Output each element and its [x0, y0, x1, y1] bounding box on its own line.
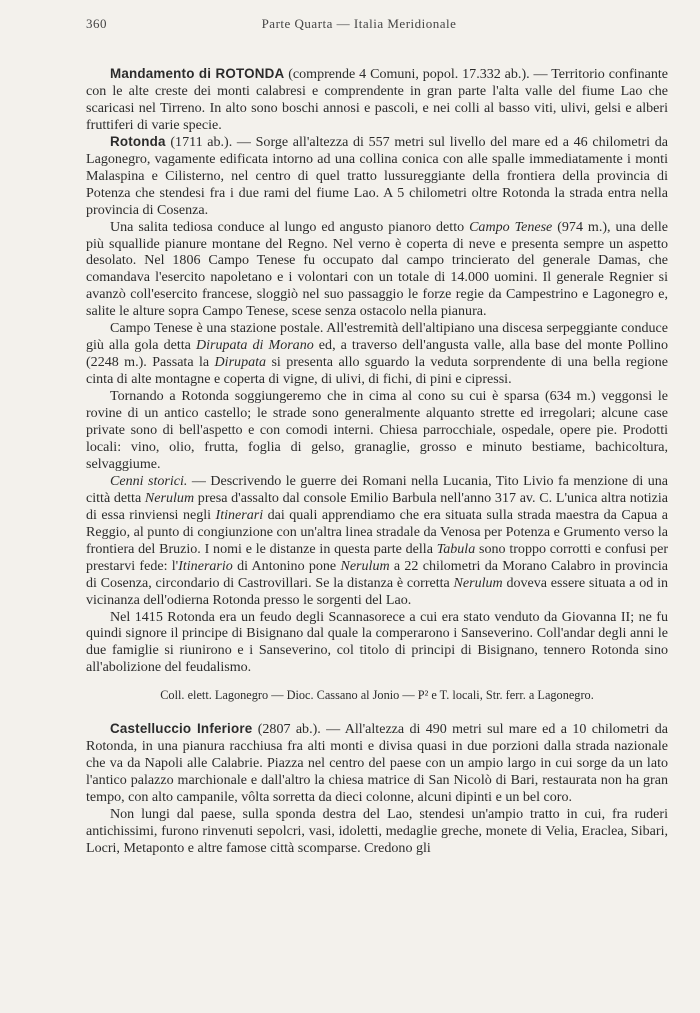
paragraph-non-lungi [86, 806, 668, 857]
italic-run: Nerulum [340, 557, 390, 574]
italic-run: Nerulum [144, 489, 195, 506]
paragraph-text: Tornando a Rotonda soggiungeremo che in cima al cono su cui è sparsa (634 m.) veggonsi le rovine di un antico castello; le strade sono generalmente alquanto strette ed irregolari; alcune case private sono di bell'aspetto e con comodi interni. Chiesa parrocchiale, ospedale, opere pie. Prodotti locali: vino, olio, frutta, foglia di gelso, granaglie, grosso e minuto bestiame, bachicoltura, selvaggiume. [86, 388, 668, 472]
paragraph-stazione-postale [86, 320, 668, 388]
text-run: ed, a traverso dell'angusta valle, alla base del monte Pollino (2248 m.). Passata la [86, 337, 668, 371]
text-run: di Antonino pone [232, 557, 341, 574]
running-head: Parte Quarta — Italia Meridionale [261, 16, 457, 31]
text-run: si presenta allo sguardo la veduta sorprendente di una bella regione cinta di alte montagne e coperta di vigne, di ulivi, di fichi, di pini e cipressi. [86, 354, 668, 388]
italic-run: Cenni storici. [110, 472, 188, 489]
paragraph-text: (2807 ab.). — All'altezza di 490 metri sul mare ed a 10 chilometri da Rotonda, in una pianura racchiusa fra alti monti e divisa quasi in due porzioni dalla strada nazionale che va da Napoli alle Calabrie. Piazza nel centro del paese con un ampio largo in cui sorge da un lato l'antico palazzo marchionale e dall'altro la chiesa matrice di San Nicolò di Bari, restaurata non ha gran tempo, con alto campanile, vôlta sorretta da dieci colonne, alcuni dipinti e un bel coro. [86, 721, 668, 806]
text-run: a 22 chilometri da Morano Calabro in provincia di Cosenza, circondario di Castrovillari. Se la distanza è corretta [86, 557, 668, 591]
paragraph-tornando [86, 388, 668, 473]
administrative-note: Coll. elett. Lagonegro — Dioc. Cassano al Jonio — P² e T. locali, Str. ferr. a Lagonegro. [160, 688, 594, 703]
entry-heading: Rotonda [110, 133, 166, 149]
italic-run: Dirupata [214, 354, 267, 371]
paragraph-campo-tenese [86, 219, 668, 321]
paragraph-mandamento [86, 66, 668, 134]
page-header [76, 8, 642, 36]
italic-run: Itinerari [215, 506, 264, 523]
text-run: doveva essere situata a od in vicinanza dell'odierna Rotonda presso le sorgenti del Lao. [86, 574, 668, 608]
text-run: — Descrivendo le guerre dei Romani nella Lucania, Tito Livio fa menzione di una città detta [86, 472, 668, 506]
italic-run: Dirupata di Morano [195, 337, 314, 354]
text-run: dai quali apprendiamo che era situata sulla strada maestra da Capua a Reggio, al punto di congiunzione con un'altra linea stradale da Venosa per Potenza e Grumento verso la frontiera del Bruzio. I nomi e le distanze in questa parte della [86, 506, 668, 557]
text-run: Una salita tediosa conduce al lungo ed angusto pianoro detto [110, 218, 470, 235]
paragraph-rotonda [86, 134, 668, 219]
paragraph-cenni-storici [86, 473, 668, 609]
italic-run: Itinerario [178, 557, 233, 574]
italic-run: Nerulum [453, 574, 503, 591]
paragraph-castelluccio [86, 721, 668, 806]
paragraph-text: Non lungi dal paese, sulla sponda destra del Lao, stendesi un'ampio tratto in cui, fra ruderi antichissimi, furono rinvenuti sepolcri, vasi, idoletti, medaglie greche, monete di Velia, Eraclea, Sibari, Locri, Metaponto e altre famose città scomparse. Credono gli [86, 806, 668, 856]
italic-run: Tabula [436, 540, 476, 557]
paragraph-feudo [86, 609, 668, 677]
italic-run: Campo Tenese [469, 218, 553, 235]
paragraph-text: Nel 1415 Rotonda era un feudo degli Scannasorece a cui era stato venduto da Giovanna II; ne fu quindi signore il principe di Bisignano dal quale la comperarono i Sanseverino. Coll'andar degli anni le due famiglie si riunirono e i Sanseverino, col titolo di principi di Bisignano, tennero Rotonda sino all'abolizione del feudalismo. [86, 608, 668, 676]
entry-heading: Mandamento di ROTONDA [110, 66, 285, 81]
entry-heading: Castelluccio Inferiore [110, 721, 253, 737]
text-run: Campo Tenese è una stazione postale. All'estremità dell'altipiano una discesa serpeggiante conduce giù alla gola detta [86, 320, 668, 354]
paragraph-text: (comprende 4 Comuni, popol. 17.332 ab.). — Territorio confinante con le alte creste dei monti calabresi e comprendente in gran parte l'alta valle del fiume Lao che scaricasi nel Tirreno. In alto sono boschi annosi e pascoli, e nei colli al basso viti, ulivi, gelsi e alberi fruttiferi di varie specie. [86, 66, 668, 133]
text-run: presa d'assalto dal console Emilio Barbula nell'anno 317 av. C. L'unica altra notizia di essa rinviensi negli [86, 489, 669, 523]
text-run: sono troppo corrotti e confusi per prestarvi fede: l' [86, 540, 668, 574]
body-text [86, 66, 668, 857]
text-run: (974 m.), una delle più squallide pianure montane del Regno. Nel verno è coperta di neve e presenta sempre un aspetto desolato. Nel 1806 Campo Tenese fu occupato dal campo trincierato del generale Damas, che comandava l'esercito napoletano e i volontari con un totale di 14.000 uomini. Il generale Regnier si avanzò coll'esercito francese, sloggiò nel suo passaggio le forze regie da Campestrino e Lagonegro e, salite le alture sopra Campo Tenese, scese senza ostacolo nella pianura. [86, 218, 668, 320]
paragraph-text: (1711 ab.). — Sorge all'altezza di 557 metri sul livello del mare ed a 46 chilometri da Lagonegro, vagamente edificata intorno ad una collina conica con alle spalle immediatamente i monti Malaspina e Cilisterno, nel centro di quel tratto lussureggiante della frontiera della provincia di Potenza che stendesi fra i due rami del fiume Lao. A 5 chilometri oltre Rotonda la strada entra nella provincia di Cosenza. [86, 133, 668, 218]
page-number: 360 [86, 16, 107, 31]
